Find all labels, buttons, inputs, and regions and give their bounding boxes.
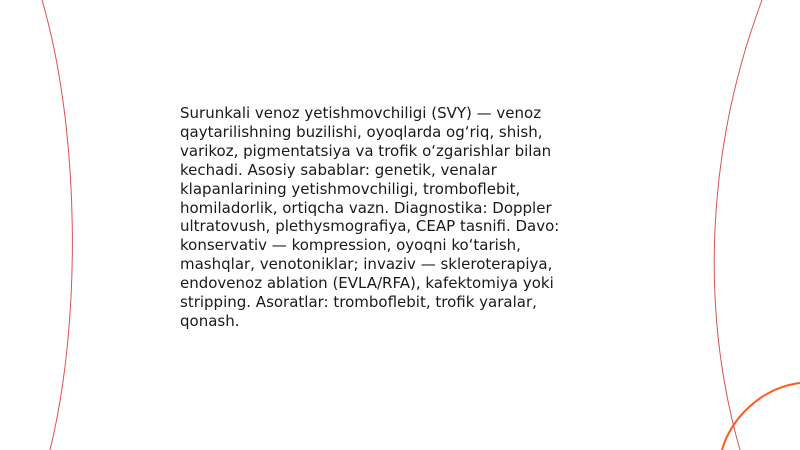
corner-accent-arc — [722, 383, 800, 450]
left-arc-decoration — [42, 0, 72, 450]
right-arc-decoration — [714, 0, 762, 450]
slide-body-text: Surunkali venoz yetishmovchiligi (SVY) — venoz qaytarilishning buzilishi, oyoqlarda ogʻriq, shish, varikoz, pigmentatsiya va trofik oʻzgarishlar bilan kechadi. Asosiy sabablar: genetik, venalar klapanlarining yetishmovchiligi, tromboflebit, homiladorlik, ortiqcha vazn. Diagnostika: Doppler ultratovush, plethysmografiya, CEAP tasnifi. Davo: konservativ — kompression, oyoqni koʻtarish, mashqlar, venotoniklar; invaziv — skleroterapiya, endovenoz ablation (EVLA/RFA), kafektomiya yoki stripping. Asoratlar: tromboflebit, trofik yaralar, qonash. — [180, 104, 560, 330]
